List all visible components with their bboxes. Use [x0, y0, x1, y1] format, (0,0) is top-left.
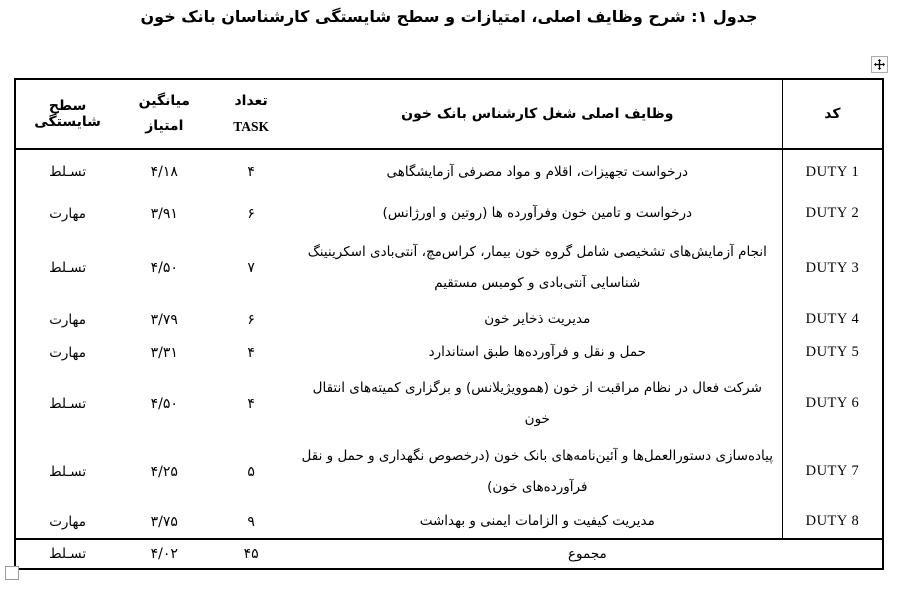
competency-level: مهارت	[49, 513, 86, 530]
duty-description: پیاده‌سازی دستورالعمل‌ها و آئین‌نامه‌های بانک خون (درخصوص نگهداری و حمل و نقل فرآورده‌های خون)	[301, 447, 774, 495]
competency-level: تسـلط	[49, 260, 87, 276]
competency-level: تسـلط	[49, 164, 87, 180]
total-task-count: ۴۵	[209, 539, 292, 569]
task-count: ۴	[247, 164, 255, 180]
duties-table	[14, 78, 884, 570]
duty-description: انجام آزمایش‌های تشخیصی شامل گروه خون بیمار، کراس‌مچ، آنتی‌بادی اسکرینینگ شناسایی آنتی‌بادی و کومبس مستقیم	[307, 244, 767, 291]
table-row	[15, 149, 883, 194]
duty-code: DUTY 1	[782, 149, 883, 194]
duty-description: درخواست تجهیزات، اقلام و مواد مصرفی آزمایشگاهی	[386, 163, 689, 180]
duty-code: DUTY 2	[782, 194, 883, 233]
table-row	[15, 369, 883, 438]
header-task-count: تعداد TASK	[209, 79, 292, 149]
duty-code: DUTY 5	[782, 336, 883, 369]
table-total-row	[15, 539, 883, 569]
duty-description: حمل و نقل و فرآورده‌ها طبق استاندارد	[428, 344, 646, 360]
header-code: کد	[782, 79, 883, 149]
competency-level: مهارت	[49, 205, 86, 222]
avg-score: ۳/۷۵	[150, 513, 178, 530]
task-count: ۷	[247, 260, 255, 276]
table-resize-handle-icon[interactable]	[5, 566, 19, 580]
four-way-arrow-icon	[874, 59, 885, 70]
task-count: ۶	[247, 205, 255, 222]
table-row	[15, 303, 883, 336]
total-competency-level: تسـلط	[15, 539, 119, 569]
page-title: جدول ۱: شرح وظایف اصلی، امتیازات و سطح شایستگی کارشناسان بانک خون	[140, 7, 758, 26]
duty-code: DUTY 3	[782, 233, 883, 303]
avg-score: ۳/۷۹	[150, 311, 178, 328]
table-row	[15, 336, 883, 369]
total-label: مجموع	[293, 539, 883, 569]
duty-code: DUTY 4	[782, 303, 883, 336]
competency-level: مهارت	[49, 311, 86, 328]
task-count: ۹	[247, 513, 255, 530]
header-competency: سطح شایستگی	[15, 79, 119, 149]
task-count: ۵	[247, 463, 255, 480]
avg-score: ۳/۳۱	[150, 344, 178, 361]
duty-code: DUTY 6	[782, 369, 883, 438]
avg-score: ۴/۲۵	[150, 463, 178, 480]
table-move-handle-icon[interactable]	[871, 56, 888, 73]
avg-score: ۴/۵۰	[150, 395, 178, 412]
avg-score: ۴/۱۸	[150, 164, 178, 180]
table-row	[15, 505, 883, 539]
duty-description: شرکت فعال در نظام مراقبت از خون (هموویژیلانس) و برگزاری کمیته‌های انتقال خون	[312, 379, 762, 427]
duty-code: DUTY 7	[782, 438, 883, 505]
competency-level: تسـلط	[49, 463, 87, 480]
table-row	[15, 438, 883, 505]
duty-code: DUTY 8	[782, 505, 883, 539]
competency-level: مهارت	[49, 344, 86, 361]
avg-score: ۳/۹۱	[150, 205, 178, 222]
table-row	[15, 233, 883, 303]
header-duties: وظایف اصلی شغل کارشناس بانک خون	[293, 79, 783, 149]
task-count: ۶	[247, 311, 255, 328]
competency-level: تسـلط	[49, 395, 87, 412]
total-avg-score: ۴/۰۲	[119, 539, 209, 569]
table-row	[15, 194, 883, 233]
duty-description: درخواست و تامین خون وفرآورده ها (روتین و اورژانس)	[382, 205, 693, 221]
duty-description: مدیریت کیفیت و الزامات ایمنی و بهداشت	[419, 513, 655, 529]
task-count: ۴	[247, 395, 255, 412]
duty-description: مدیریت ذخایر خون	[484, 311, 591, 327]
avg-score: ۴/۵۰	[150, 260, 178, 276]
table-header-row	[15, 79, 883, 149]
header-avg-score: میانگین امتیاز	[119, 79, 209, 149]
task-count: ۴	[247, 344, 255, 361]
